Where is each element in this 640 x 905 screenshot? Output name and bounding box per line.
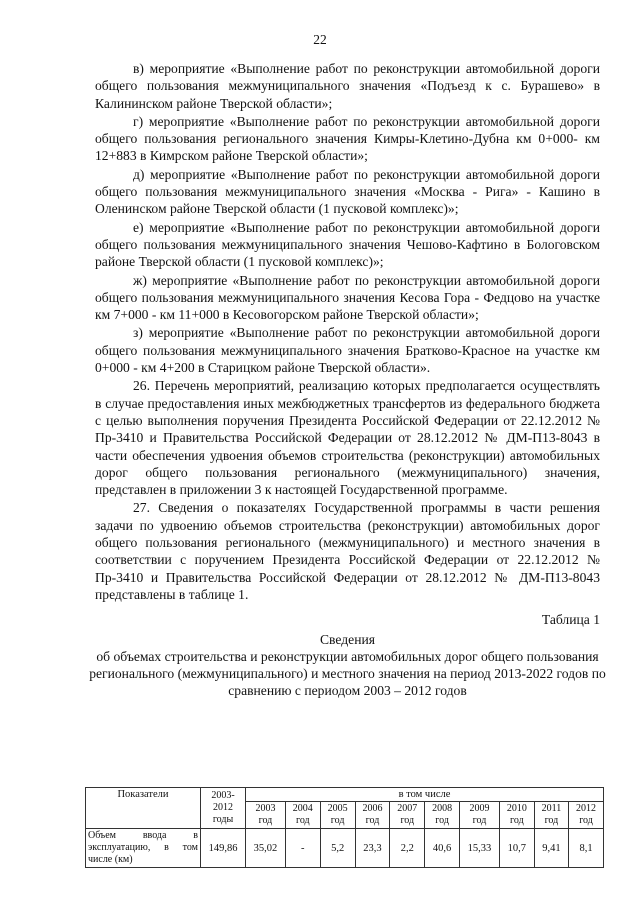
list-item: ж) мероприятие «Выполнение работ по реконструкции автомобильной дороги общего пользования межмуниципального значения Кесова Гора - Федцово на участке км 7+000 - км 11+000 в Кесовогорском районе Тверской области»;	[95, 272, 600, 323]
table-cell: 35,02	[246, 829, 286, 868]
header-year	[246, 802, 286, 829]
header-year-unit: год	[579, 815, 593, 826]
header-year	[320, 802, 355, 829]
header-year-value: 2008	[432, 803, 453, 814]
table-cell: 23,3	[355, 829, 390, 868]
page-number: 22	[313, 32, 327, 47]
list-item: д) мероприятие «Выполнение работ по реконструкции автомобильной дороги общего пользования межмуниципального значения «Москва - Рига» - Кашино в Оленинском районе Тверской области (1 пусковой комплекс)»;	[95, 166, 600, 217]
header-including: в том числе	[246, 788, 604, 802]
table-cell: 8,1	[569, 829, 604, 868]
table-cell: 5,2	[320, 829, 355, 868]
data-table	[85, 787, 604, 868]
header-year-value: 2010	[506, 803, 527, 814]
header-year	[499, 802, 534, 829]
table-cell: 10,7	[499, 829, 534, 868]
table-cell: 40,6	[425, 829, 460, 868]
list-item: г) мероприятие «Выполнение работ по реконструкции автомобильной дороги общего пользования регионального значения Кимры-Клетино-Дубна км 0+000- км 12+883 в Кимрском районе Тверской области»;	[95, 113, 600, 164]
header-year	[285, 802, 320, 829]
paragraph-26: 26. Перечень мероприятий, реализацию которых предполагается осуществлять в случае предоставления иных межбюджетных трансфертов из федерального бюджета с целью выполнения поручения Президента Российской Федерации от 22.12.2012 № Пр-3410 и Правительства Российской Федерации от 28.12.2012 № ДМ-П13-8043 в части обеспечения удвоения объемов строительства (реконструкции) автомобильных дорог общего пользования регионального (межмуниципального) значения, представлен в приложении 3 к настоящей Государственной программе.	[95, 378, 600, 498]
header-year-value: 2009	[469, 803, 490, 814]
list-item: з) мероприятие «Выполнение работ по реконструкции автомобильной дороги общего пользования межмуниципального значения Братково-Красное на участке км 0+000 - км 4+200 в Старицком районе Тверской области».	[95, 325, 600, 376]
header-year-unit: год	[400, 815, 415, 826]
header-year-unit: год	[258, 815, 273, 826]
header-year-unit: год	[365, 815, 380, 826]
header-year	[355, 802, 390, 829]
header-period-line2: 2012	[213, 802, 233, 813]
header-period	[201, 788, 246, 829]
header-year-unit: год	[472, 815, 487, 826]
header-year-unit: год	[435, 815, 449, 826]
header-period-line3: годы	[212, 814, 234, 825]
header-year-unit: год	[295, 815, 310, 826]
header-year-value: 2011	[541, 803, 562, 814]
table-heading: Сведения	[319, 631, 375, 647]
header-year	[534, 802, 568, 829]
header-year	[569, 802, 604, 829]
table-cell: 9,41	[534, 829, 568, 868]
table-cell: 2,2	[390, 829, 425, 868]
paragraph-27: 27. Сведения о показателях Государственной программы в части решения задачи по удвоению объемов строительства (реконструкции) автомобильных дорог общего пользования регионального (межмуниципального) и местного значения в соответствии с поручением Президента Российской Федерации от 22.12.2012 № Пр-3410 и Правительства Российской Федерации от 28.12.2012 № ДМ-П13-8043 представлены в таблице 1.	[95, 500, 600, 602]
header-year-unit: год	[510, 815, 524, 826]
header-year-value: 2003	[255, 803, 276, 814]
row-total: 149,86	[201, 829, 246, 868]
table-header-row	[86, 788, 604, 802]
header-year	[460, 802, 500, 829]
header-year-value: 2012	[576, 803, 597, 814]
table-cell: 15,33	[460, 829, 500, 868]
header-year	[425, 802, 460, 829]
list-item: в) мероприятие «Выполнение работ по реконструкции автомобильной дороги общего пользования межмуниципального значения «Подъезд к с. Бурашево» в Калининском районе Тверской области»;	[95, 61, 600, 111]
document-body	[89, 60, 606, 700]
header-year	[390, 802, 425, 829]
header-year-unit: год	[330, 815, 345, 826]
list-item: е) мероприятие «Выполнение работ по реконструкции автомобильной дороги общего пользования межмуниципального значения Чешово-Кафтино в Бологовском районе Тверской области (1 пусковой комплекс)»;	[95, 219, 600, 270]
header-indicator: Показатели	[86, 788, 201, 829]
row-label: Объем ввода в эксплуатацию, в том числе (км)	[86, 829, 201, 868]
table-row	[86, 829, 604, 868]
header-year-value: 2005	[327, 803, 348, 814]
header-year-value: 2004	[292, 803, 313, 814]
table-cell: -	[285, 829, 320, 868]
table-label: Таблица 1	[541, 612, 600, 628]
header-year-unit: год	[544, 815, 559, 826]
header-year-value: 2006	[362, 803, 383, 814]
table-subheading: об объемах строительства и реконструкции автомобильных дорог общего пользования регионального (межмуниципального) и местного значения на период 2013-2022 годов по сравнению с периодом 2003 – 2012 годов	[89, 648, 606, 699]
header-period-line1: 2003-	[211, 790, 235, 801]
header-year-value: 2007	[397, 803, 418, 814]
